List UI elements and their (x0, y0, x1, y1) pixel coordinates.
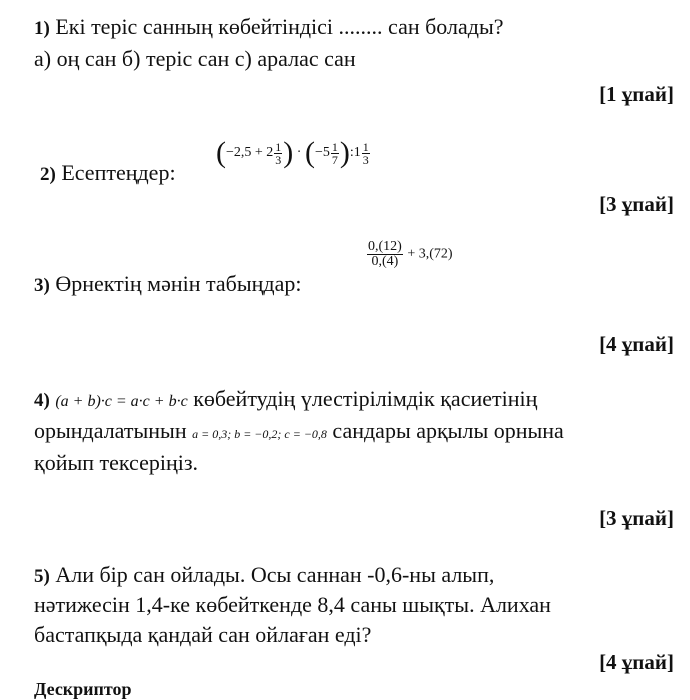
descriptor-heading: Дескриптор (34, 679, 132, 699)
question-5-line-2: нәтижесін 1,4-ке көбейткенде 8,4 саны шықты. Алихан (34, 592, 551, 617)
question-4-formula: (a + b)·c = a·c + b·c (55, 393, 188, 410)
question-2-points: [3 ұпай] (599, 192, 674, 216)
question-3 (34, 271, 301, 297)
question-1-text: Екі теріс санның көбейтіндісі ........ сан болады? (55, 14, 504, 39)
question-3-text: Өрнектің мәнін табыңдар: (55, 271, 302, 296)
question-4-text-1: көбейтудің үлестірілімдік қасиетінің (193, 386, 538, 411)
question-3-points: [4 ұпай] (599, 332, 674, 356)
formula-term: −2,5 + 2 (226, 145, 274, 161)
question-4-text-2a: орындалатынын (34, 418, 187, 443)
question-5-text-1: Али бір сан ойлады. Осы саннан -0,6-ны алып, (55, 562, 495, 587)
question-4-number: 4) (34, 390, 50, 411)
formula-fraction: $\frac{1}{7}$ (331, 139, 338, 167)
question-3-number: 3) (34, 275, 50, 296)
question-4-line-1 (34, 386, 537, 412)
question-3-formula (366, 240, 453, 269)
formula-fraction: $\frac{1}{3}$ (275, 139, 282, 167)
question-2 (40, 160, 176, 186)
question-1-options: а) оң сан б) теріс сан с) аралас сан (34, 46, 356, 71)
question-2-text: Есептеңдер: (61, 160, 176, 185)
formula-fraction: $\frac{0,(12)}{0,(4)}$ (368, 239, 402, 269)
formula-term: + 3,(72) (407, 246, 453, 262)
question-4-text-2b: сандары арқылы орнына (332, 418, 564, 443)
question-4-points: [3 ұпай] (599, 506, 674, 530)
question-5-line-1 (34, 562, 494, 588)
formula-fraction: $\frac{1}{3}$ (362, 139, 369, 167)
question-2-number: 2) (40, 164, 56, 185)
formula-operator: :1 (349, 145, 361, 161)
question-5-line-3: бастапқыда қандай сан ойлаған еді? (34, 622, 372, 647)
formula-term: −5 (314, 145, 330, 161)
question-5-points: [4 ұпай] (599, 650, 674, 674)
question-1-number: 1) (34, 18, 50, 39)
question-1 (34, 14, 504, 40)
formula-operator: · (296, 145, 302, 161)
question-1-points: [1 ұпай] (599, 82, 674, 106)
question-4-values: a = 0,3; b = −0,2; c = −0,8 (192, 427, 327, 441)
question-4-line-2 (34, 418, 564, 444)
question-2-formula: (−2,5 + 2 $\frac{1}{3}$ ) · (−5 $\frac{1}{7}$ ):1 $\frac{1}{3}$ (216, 136, 369, 169)
cropped-top-text (0, 0, 690, 4)
question-4-line-3: қойып тексеріңіз. (34, 450, 199, 475)
question-5-number: 5) (34, 566, 50, 587)
